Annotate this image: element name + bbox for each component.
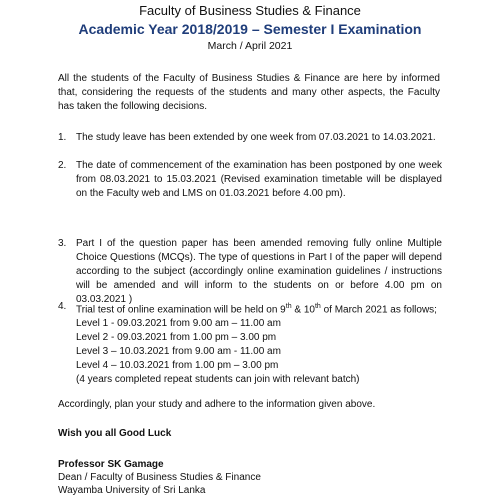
decision-text: Part I of the question paper has been amended removing fully online Multiple Choice Questions (MCQs). The type of questions in Part I of the paper will depend according to the subject (accordingly online examination guidelines / instructions will be amended and will inform to the students on or before 4.00 pm on 03.03.2021 ) <box>76 238 442 305</box>
schedule-line: Level 2 - 09.03.2021 from 1.00 pm – 3.00 pm <box>76 332 277 344</box>
decision-number: 3. <box>58 238 67 249</box>
signature-block <box>58 458 261 497</box>
schedule-line: Level 1 - 09.03.2021 from 9.00 am – 11.00 am <box>76 318 281 330</box>
closing-paragraph: Accordingly, plan your study and adhere to the information given above. <box>58 399 376 410</box>
schedule-line: Level 4 – 10.03.2021 from 1.00 pm – 3.00 pm <box>76 360 279 372</box>
decision-item <box>58 300 442 387</box>
schedule-line: Level 3 – 10.03.2021 from 9.00 am - 11.00 am <box>76 346 281 358</box>
signatory-role: Dean / Faculty of Business Studies & Finance <box>58 472 261 483</box>
decision-item <box>58 159 442 201</box>
signatory-university: Wayamba University of Sri Lanka <box>58 485 206 496</box>
decision-text: Trial test of online examination will be held on 9th & 10th of March 2021 as follows; <box>76 303 437 316</box>
decision-number: 4. <box>58 301 67 312</box>
decision-number: 2. <box>58 160 67 171</box>
exam-date: March / April 2021 <box>207 40 293 52</box>
decision-text: The date of commencement of the examination has been postponed by one week from 08.03.2021 to 15.03.2021 (Revised examination timetable will be displayed on the Faculty web and LMS on 01.03.2021 before 4.00 pm). <box>76 160 442 199</box>
trial-test-schedule <box>76 317 442 387</box>
intro-paragraph: All the students of the Faculty of Business Studies & Finance are here by informed that, considering the requests of the students and many other aspects, the Faculty has taken the following decisions. <box>58 73 440 112</box>
page-title: Academic Year 2018/2019 – Semester I Examination <box>78 21 422 37</box>
schedule-note: (4 years completed repeat students can join with relevant batch) <box>76 374 360 386</box>
decision-item <box>58 131 442 145</box>
faculty-name: Faculty of Business Studies & Finance <box>139 3 361 18</box>
decision-text: The study leave has been extended by one week from 07.03.2021 to 14.03.2021. <box>76 132 436 143</box>
decision-number: 1. <box>58 132 67 143</box>
signatory-name: Professor SK Gamage <box>58 459 164 470</box>
good-luck-line: Wish you all Good Luck <box>58 428 172 439</box>
decision-item <box>58 237 442 307</box>
